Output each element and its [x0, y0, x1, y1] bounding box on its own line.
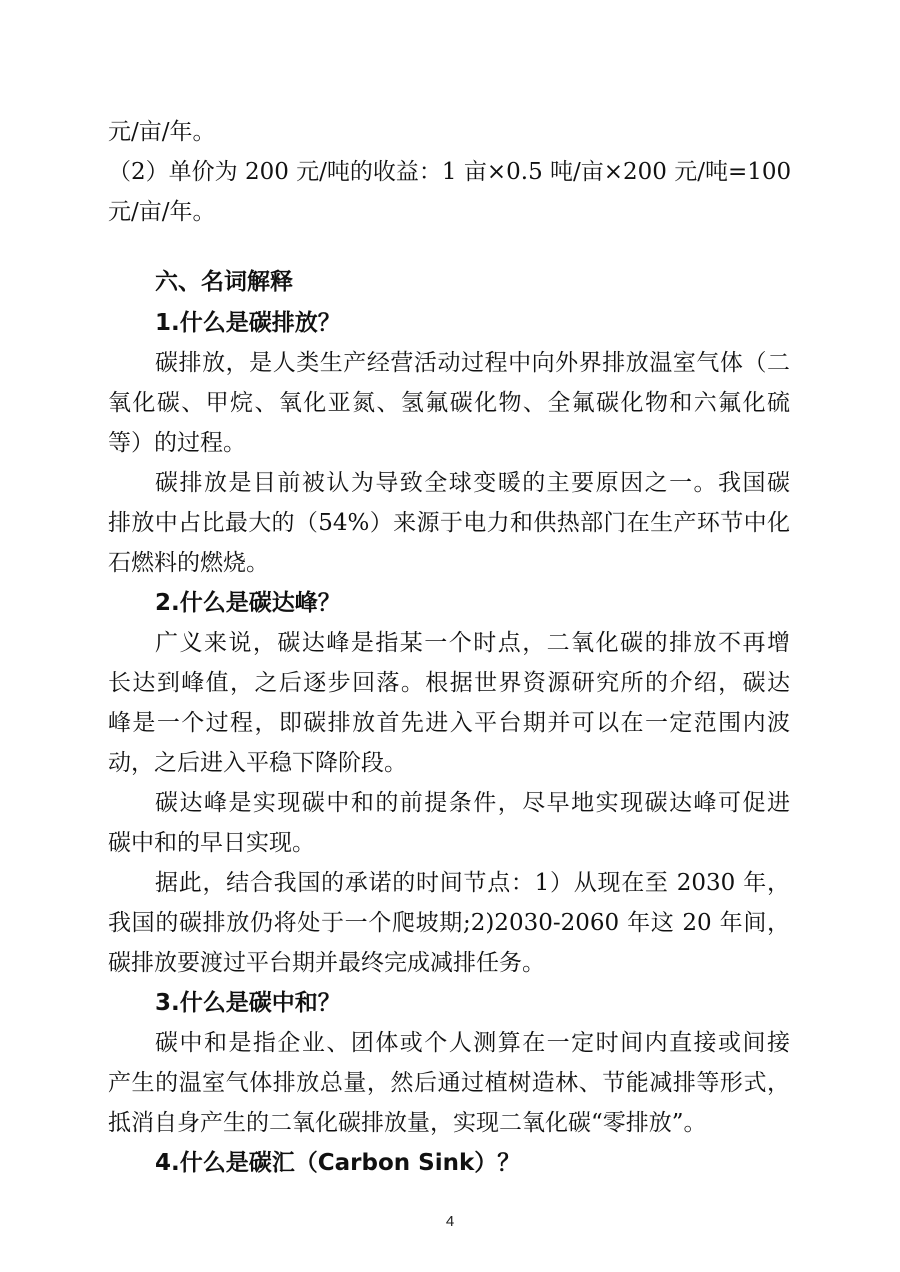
paragraph-line: 广义来说，碳达峰是指某一个时点，二氧化碳的排放不再增 [155, 630, 790, 656]
paragraph-line: 据此，结合我国的承诺的时间节点：1）从现在至 2030 年， [155, 870, 790, 896]
paragraph-line: 碳排放是目前被认为导致全球变暖的主要原因之一。我国碳 [155, 470, 790, 496]
paragraph-line: 等）的过程。 [108, 430, 246, 456]
text-line: 元/亩/年。 [108, 199, 216, 225]
paragraph-line: 碳中和是指企业、团体或个人测算在一定时间内直接或间接 [155, 1030, 790, 1056]
question-title: 2.什么是碳达峰？ [155, 590, 341, 616]
paragraph-line: 排放中占比最大的（54%）来源于电力和供热部门在生产环节中化 [108, 510, 790, 536]
paragraph-line: 长达到峰值，之后逐步回落。根据世界资源研究所的介绍，碳达 [108, 670, 790, 696]
paragraph-line: 产生的温室气体排放总量，然后通过植树造林、节能减排等形式， [108, 1070, 790, 1096]
paragraph-line: 石燃料的燃烧。 [108, 550, 269, 576]
question-title: 3.什么是碳中和？ [155, 990, 341, 1016]
paragraph-line: 碳排放要渡过平台期并最终完成减排任务。 [108, 950, 545, 976]
paragraph-line: 动，之后进入平稳下降阶段。 [108, 750, 407, 776]
question-title: 1.什么是碳排放？ [155, 310, 341, 336]
paragraph-line: 峰是一个过程，即碳排放首先进入平台期并可以在一定范围内波 [108, 710, 790, 736]
paragraph-line: 氧化碳、甲烷、氧化亚氮、氢氟碳化物、全氟碳化物和六氟化硫 [108, 390, 790, 416]
page-number: 4 [445, 1213, 455, 1230]
paragraph-line: 抵消自身产生的二氧化碳排放量，实现二氧化碳“零排放”。 [108, 1110, 707, 1136]
paragraph-line: 碳中和的早日实现。 [108, 830, 315, 856]
text-line: （2）单价为 200 元/吨的收益：1 亩×0.5 吨/亩×200 元/吨=100 [108, 159, 792, 185]
paragraph-line: 碳排放，是人类生产经营活动过程中向外界排放温室气体（二 [155, 350, 790, 376]
text-line: 元/亩/年。 [108, 119, 216, 145]
paragraph-line: 我国的碳排放仍将处于一个爬坡期;2)2030-2060 年这 20 年间， [108, 910, 790, 936]
question-title: 4.什么是碳汇（Carbon Sink）？ [155, 1150, 521, 1176]
section-heading: 六、名词解释 [155, 269, 293, 295]
paragraph-line: 碳达峰是实现碳中和的前提条件，尽早地实现碳达峰可促进 [155, 790, 790, 816]
